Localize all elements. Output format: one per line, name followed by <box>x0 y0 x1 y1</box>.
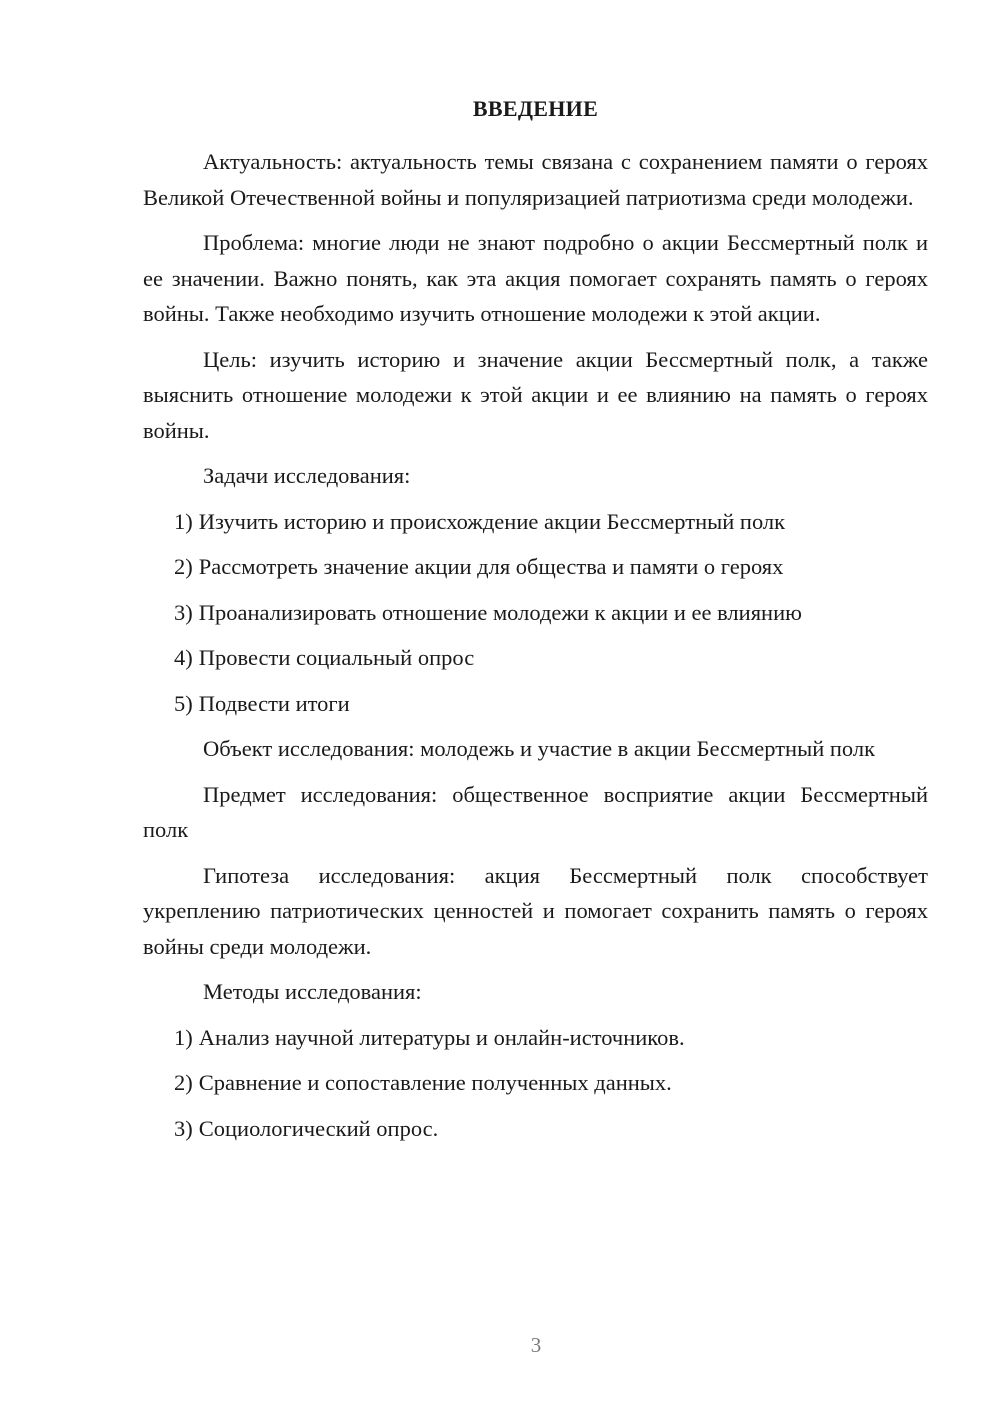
list-item-number: 3) <box>174 1115 193 1141</box>
problem-paragraph: Проблема: многие люди не знают подробно о акции Бессмертный полк и ее значении. Важно понять, как эта акция помогает сохранять память о героях войны. Также необходимо изучить отношение молодежи к этой акции. <box>143 230 928 326</box>
list-item-number: 4) <box>174 645 193 670</box>
list-item <box>143 1065 928 1101</box>
list-item <box>143 1020 928 1056</box>
list-item-number: 5) <box>174 690 193 716</box>
list-item-text: Изучить историю и происхождение акции Бессмертный полк <box>198 508 786 534</box>
relevance-paragraph: Актуальность: актуальность темы связана с сохранением памяти о героях Великой Отечественной войны и популяризацией патриотизма среди молодежи. <box>143 149 928 210</box>
tasks-label: Задачи исследования: <box>203 463 411 488</box>
list-item-text: Сравнение и сопоставление полученных данных. <box>198 1070 672 1095</box>
methods-label: Методы исследования: <box>203 979 422 1004</box>
page-number: 3 <box>530 1333 542 1357</box>
list-item <box>143 1111 928 1147</box>
list-item <box>143 549 928 585</box>
list-item-number: 2) <box>174 554 193 579</box>
list-item-text: Анализ научной литературы и онлайн-источников. <box>198 1024 685 1050</box>
list-item-number: 2) <box>174 1070 193 1095</box>
list-item <box>143 640 928 676</box>
section-heading: ВВЕДЕНИЕ <box>472 96 599 121</box>
list-item-text: Рассмотреть значение акции для общества и памяти о героях <box>198 554 784 579</box>
list-item <box>143 595 928 631</box>
page-body <box>143 94 928 1156</box>
list-item-text: Подвести итоги <box>198 690 350 716</box>
subject-paragraph: Предмет исследования: общественное восприятие акции Бессмертный полк <box>143 781 928 842</box>
methods-list <box>143 1020 928 1147</box>
list-item-number: 3) <box>174 599 193 625</box>
list-item-number: 1) <box>174 1024 193 1050</box>
object-paragraph: Объект исследования: молодежь и участие в акции Бессмертный полк <box>203 736 876 761</box>
list-item-text: Провести социальный опрос <box>198 645 475 670</box>
tasks-list <box>143 504 928 722</box>
goal-paragraph: Цель: изучить историю и значение акции Бессмертный полк, а также выяснить отношение молодежи к этой акции и ее влиянию на память о героях войны. <box>143 346 928 443</box>
list-item-number: 1) <box>174 508 193 534</box>
hypothesis-paragraph: Гипотеза исследования: акция Бессмертный полк способствует укреплению патриотических ценностей и помогает сохранить память о героях войны среди молодежи. <box>143 862 928 959</box>
list-item <box>143 504 928 540</box>
list-item-text: Проанализировать отношение молодежи к акции и ее влиянию <box>198 599 802 625</box>
list-item-text: Социологический опрос. <box>198 1115 439 1141</box>
list-item <box>143 686 928 722</box>
